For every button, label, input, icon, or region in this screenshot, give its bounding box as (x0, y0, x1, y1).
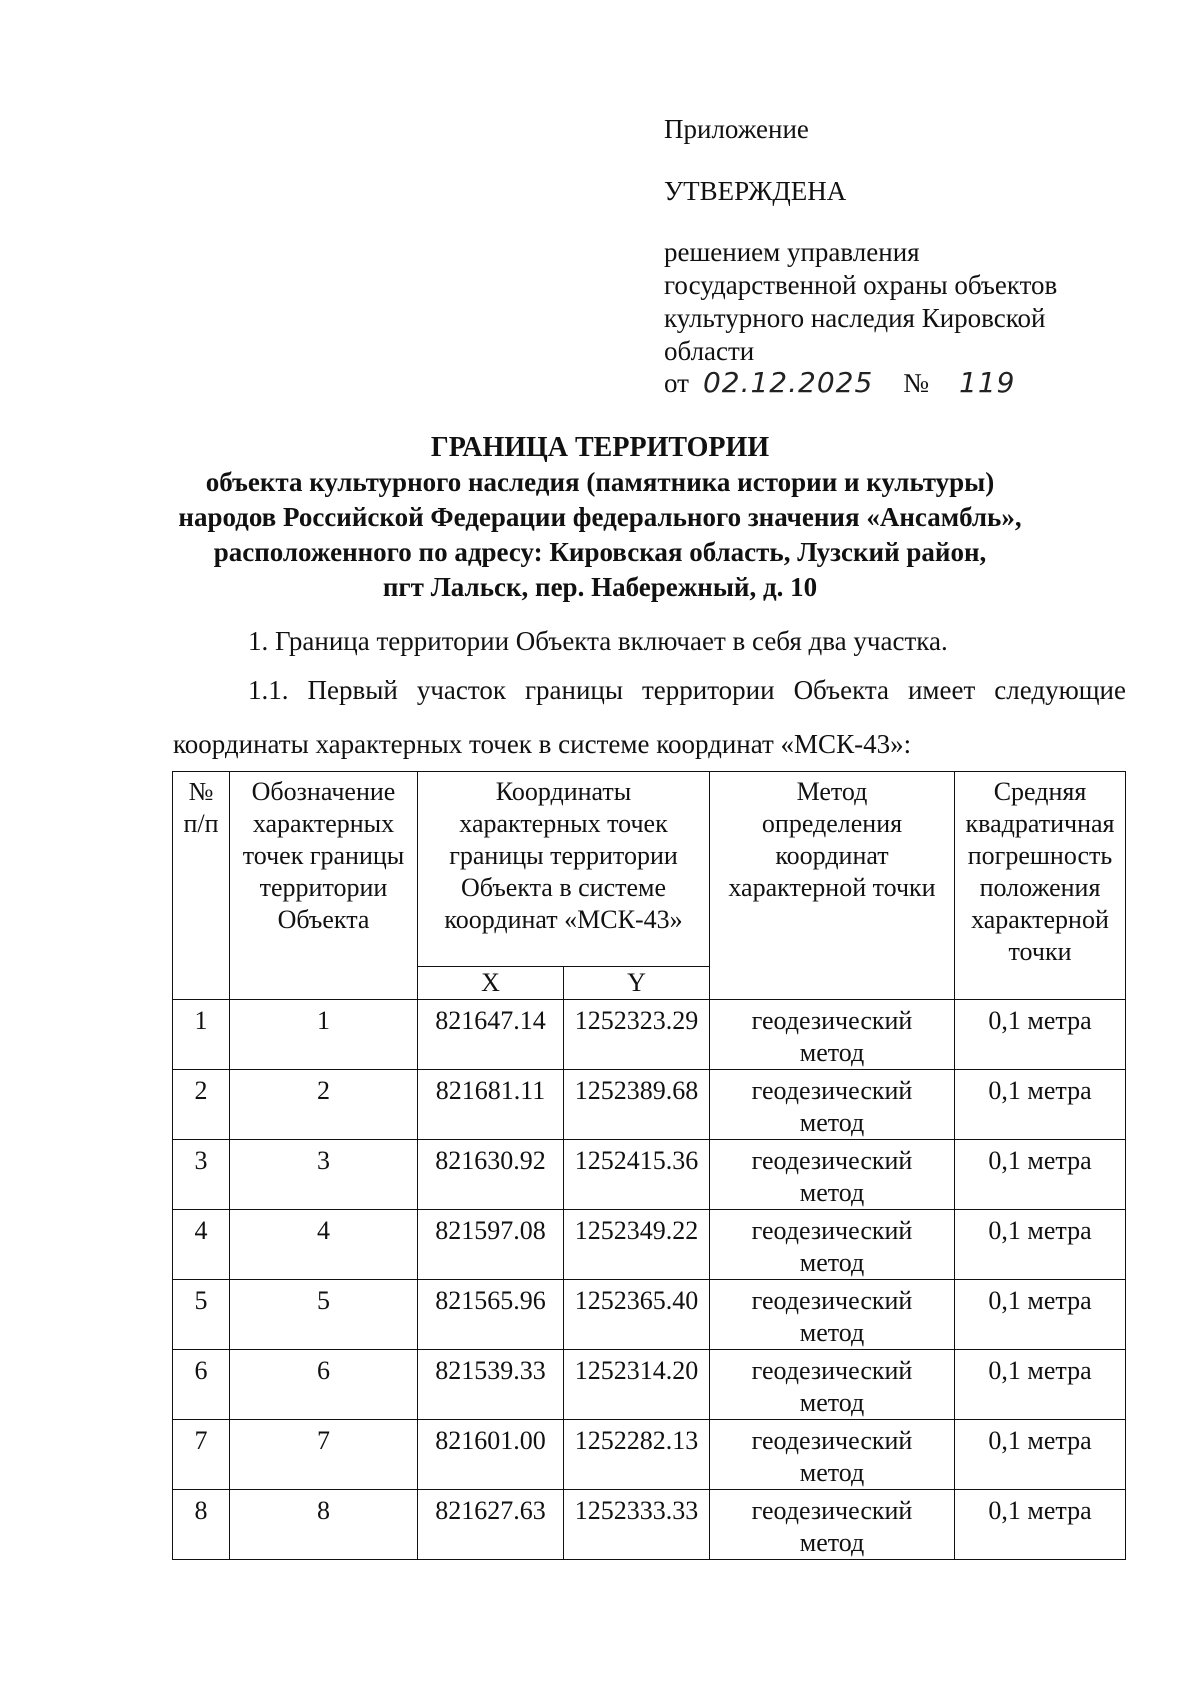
title-line: расположенного по адресу: Кировская область, Лузский район, (213, 537, 987, 567)
cell-y: 1252365.40 (564, 1280, 710, 1350)
table-row (173, 1140, 1126, 1210)
cell-x: 821647.14 (418, 1000, 564, 1070)
cell-x: 821630.92 (418, 1140, 564, 1210)
paragraph-word: имеет (907, 675, 976, 705)
cell-point: 4 (230, 1210, 418, 1280)
cell-num: 5 (173, 1280, 230, 1350)
header-coordinates: Координаты характерных точек границы территории Объекта в системе координат «МСК-43» (418, 772, 710, 967)
decision-line: решением управления (664, 237, 920, 267)
table-row (173, 1350, 1126, 1420)
cell-x: 821565.96 (418, 1280, 564, 1350)
paragraph-word: следующие (994, 675, 1126, 705)
cell-point: 2 (230, 1070, 418, 1140)
cell-num: 6 (173, 1350, 230, 1420)
appendix-label: Приложение (664, 114, 809, 144)
approved-label: УТВЕРЖДЕНА (664, 176, 847, 206)
cell-num: 4 (173, 1210, 230, 1280)
title-main: ГРАНИЦА ТЕРРИТОРИИ (430, 432, 770, 463)
cell-num: 1 (173, 1000, 230, 1070)
cell-point: 8 (230, 1490, 418, 1560)
decision-date-line (664, 366, 1016, 399)
cell-method: геодезический метод (710, 1420, 955, 1490)
table-row (173, 1420, 1126, 1490)
cell-error: 0,1 метра (955, 1140, 1126, 1210)
paragraph-word: Первый (307, 675, 398, 705)
cell-error: 0,1 метра (955, 1210, 1126, 1280)
coordinates-table (172, 771, 1126, 1560)
cell-point: 6 (230, 1350, 418, 1420)
cell-error: 0,1 метра (955, 1280, 1126, 1350)
table-row (173, 1490, 1126, 1560)
header-designation: Обозначение характерных точек границы территории Объекта (230, 772, 418, 1000)
paragraph-word: границы (524, 675, 623, 705)
header-error: Средняя квадратичная погрешность положения характерной точки (955, 772, 1126, 1000)
table-header-row (173, 772, 1126, 967)
cell-num: 7 (173, 1420, 230, 1490)
cell-method: геодезический метод (710, 1280, 955, 1350)
cell-error: 0,1 метра (955, 1070, 1126, 1140)
cell-y: 1252389.68 (564, 1070, 710, 1140)
title-line: пгт Лальск, пер. Набережный, д. 10 (382, 572, 818, 602)
cell-y: 1252282.13 (564, 1420, 710, 1490)
decision-line: государственной охраны объектов (664, 270, 1058, 300)
table-row (173, 1000, 1126, 1070)
cell-error: 0,1 метра (955, 1490, 1126, 1560)
paragraph-word: 1.1. (248, 675, 289, 705)
handwritten-date: 02.12.2025 (702, 366, 874, 399)
paragraph-1: 1. Граница территории Объекта включает в себя два участка. (248, 626, 948, 656)
cell-x: 821681.11 (418, 1070, 564, 1140)
paragraph-word: территории (641, 675, 775, 705)
cell-point: 3 (230, 1140, 418, 1210)
cell-x: 821601.00 (418, 1420, 564, 1490)
cell-method: геодезический метод (710, 1350, 955, 1420)
cell-y: 1252323.29 (564, 1000, 710, 1070)
paragraph-1-1 (248, 675, 1126, 706)
cell-y: 1252333.33 (564, 1490, 710, 1560)
number-sign: № (903, 368, 930, 398)
cell-point: 5 (230, 1280, 418, 1350)
document-title (130, 430, 1070, 605)
header-num: № п/п (173, 772, 230, 1000)
cell-method: геодезический метод (710, 1070, 955, 1140)
cell-y: 1252349.22 (564, 1210, 710, 1280)
decision-text (664, 236, 1057, 368)
cell-method: геодезический метод (710, 1140, 955, 1210)
decision-line: области (664, 336, 755, 366)
table-row (173, 1070, 1126, 1140)
header-method: Метод определения координат характерной точки (710, 772, 955, 1000)
cell-method: геодезический метод (710, 1210, 955, 1280)
cell-error: 0,1 метра (955, 1350, 1126, 1420)
cell-point: 1 (230, 1000, 418, 1070)
title-line: народов Российской Федерации федерального значения «Ансамбль», (178, 502, 1022, 532)
cell-point: 7 (230, 1420, 418, 1490)
cell-num: 3 (173, 1140, 230, 1210)
cell-num: 8 (173, 1490, 230, 1560)
cell-y: 1252314.20 (564, 1350, 710, 1420)
cell-error: 0,1 метра (955, 1420, 1126, 1490)
paragraph-word: участок (416, 675, 506, 705)
cell-method: геодезический метод (710, 1490, 955, 1560)
decision-line: культурного наследия Кировской (664, 303, 1046, 333)
handwritten-number: 119 (959, 366, 1016, 399)
table-row (173, 1280, 1126, 1350)
cell-x: 821597.08 (418, 1210, 564, 1280)
header-x: X (418, 967, 564, 1000)
cell-y: 1252415.36 (564, 1140, 710, 1210)
paragraph-1-1-continuation: координаты характерных точек в системе координат «МСК-43»: (173, 729, 912, 759)
table-row (173, 1210, 1126, 1280)
date-prefix: от (664, 368, 689, 398)
cell-error: 0,1 метра (955, 1000, 1126, 1070)
paragraph-word: Объекта (793, 675, 889, 705)
cell-x: 821539.33 (418, 1350, 564, 1420)
title-line: объекта культурного наследия (памятника истории и культуры) (205, 467, 995, 497)
cell-method: геодезический метод (710, 1000, 955, 1070)
cell-num: 2 (173, 1070, 230, 1140)
header-y: Y (564, 967, 710, 1000)
cell-x: 821627.63 (418, 1490, 564, 1560)
